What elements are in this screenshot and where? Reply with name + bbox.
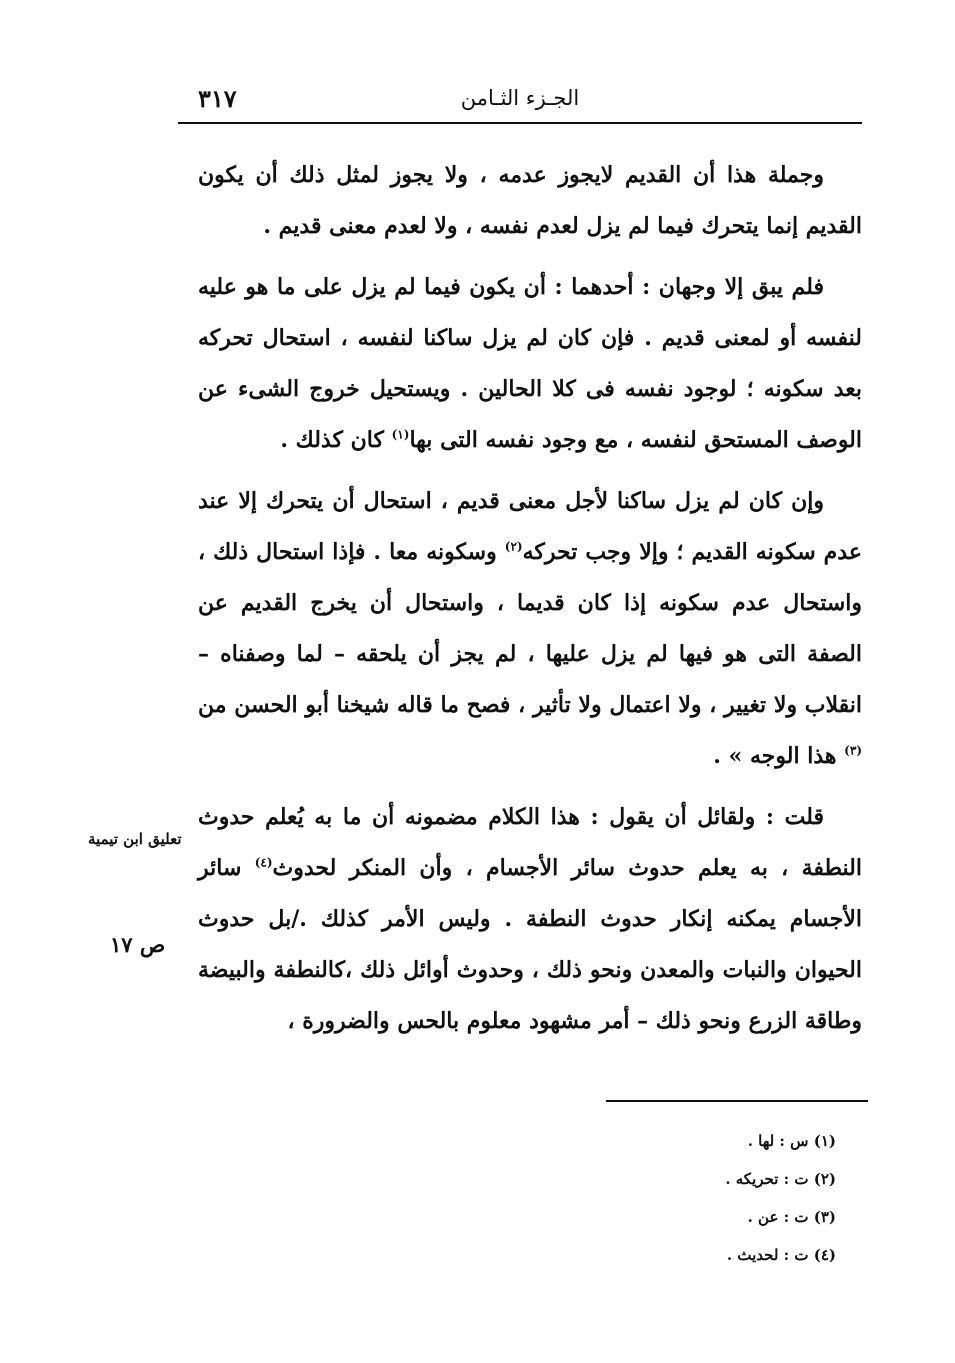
paragraph-2-text: فلم يبق إلا وجهان : أحدهما : أن يكون فيما لم يزل على ما هو عليه لنفسه أو لمعنى قديم . فإن كان لم يزل ساكنا لنفسه ، استحال تحركه بعد سكونه ؛ لوجود نفسه فى كلا الحالين . ويستحيل خروج الشىء عن الوصف المستحق لنفسه ، مع وجود نفسه التى بها [198, 274, 862, 453]
paragraph-3-text-a: وإن كان لم يزل ساكنا لأجل معنى قديم ، استحال أن يتحرك إلا عند عدم سكونه القديم ؛ وإلا وجب تحركه [198, 488, 862, 565]
header-rule [178, 122, 862, 124]
running-title: الجـزء الثـامن [460, 86, 580, 110]
footnote-1: (١) س : لها . [747, 1132, 836, 1150]
paragraph-2-end: كان كذلك . [280, 427, 384, 453]
paragraph-4-lead: قلت : [765, 804, 824, 830]
footnotes [600, 1122, 836, 1274]
paragraph-1 [198, 150, 862, 252]
margin-note-page-ref: ص ١٧ [110, 932, 166, 957]
footnote-4: (٤) ت : لحديث . [726, 1246, 836, 1264]
footnote-ref-3: (٣) [844, 743, 862, 758]
paragraph-1-text: وجملة هذا أن القديم لايجوز عدمه ، ولا يجوز لمثل ذلك أن يكون القديم إنما يتحرك فيما لم يزل لعدم نفسه ، ولا لعدم معنى قديم . [198, 162, 862, 239]
paragraph-3-text-b: وسكونه معا . فإذا استحال ذلك ، واستحال عدم سكونه إذا كان قديما ، واستحال أن يخرج القديم عن الصفة التى هو فيها لم يزل عليها ، لم يجز أن يلحقه – لما وصفناه – انقلاب ولا تغيير ، ولا اعتمال ولا تأثير ، فصح ما قاله شيخنا أبو الحسن من [198, 539, 862, 718]
page-number: ٣١٧ [198, 84, 237, 113]
footnote-rule [606, 1100, 868, 1102]
paragraph-3 [198, 476, 862, 782]
paragraph-3-end: هذا الوجه » . [713, 743, 837, 769]
footnote-2: (٢) ت : تحريكه . [725, 1170, 836, 1188]
paragraph-4-text-b: سائر الأجسام يمكنه إنكار حدوث النطفة . وليس الأمر كذلك ./بل حدوث الحيوان والنبات والمعدن ونحو ذلك ، وحدوث أوائل ذلك ،كالنطفة والبيضة وطاقة الزرع ونحو ذلك – أمر مشهود معلوم بالحس والضرورة ، [198, 855, 862, 1034]
main-text [198, 150, 862, 1047]
margin-note-commentary: تعليق ابن تيمية [88, 830, 182, 848]
paragraph-2 [198, 262, 862, 466]
footnote-ref-2: (٢) [504, 539, 523, 554]
footnote-ref-1: (١) [391, 427, 410, 442]
footnote-3: (٣) ت : عن . [747, 1208, 836, 1226]
footnote-ref-4: (٤) [254, 855, 273, 870]
page-header [178, 78, 862, 122]
paragraph-4-text-a: ولقائل أن يقول : هذا الكلام مضمونه أن ما به يُعلم حدوث النطفة ، به يعلم حدوث سائر الأجسام ، وأن المنكر لحدوث [198, 804, 862, 881]
paragraph-4 [198, 792, 862, 1047]
